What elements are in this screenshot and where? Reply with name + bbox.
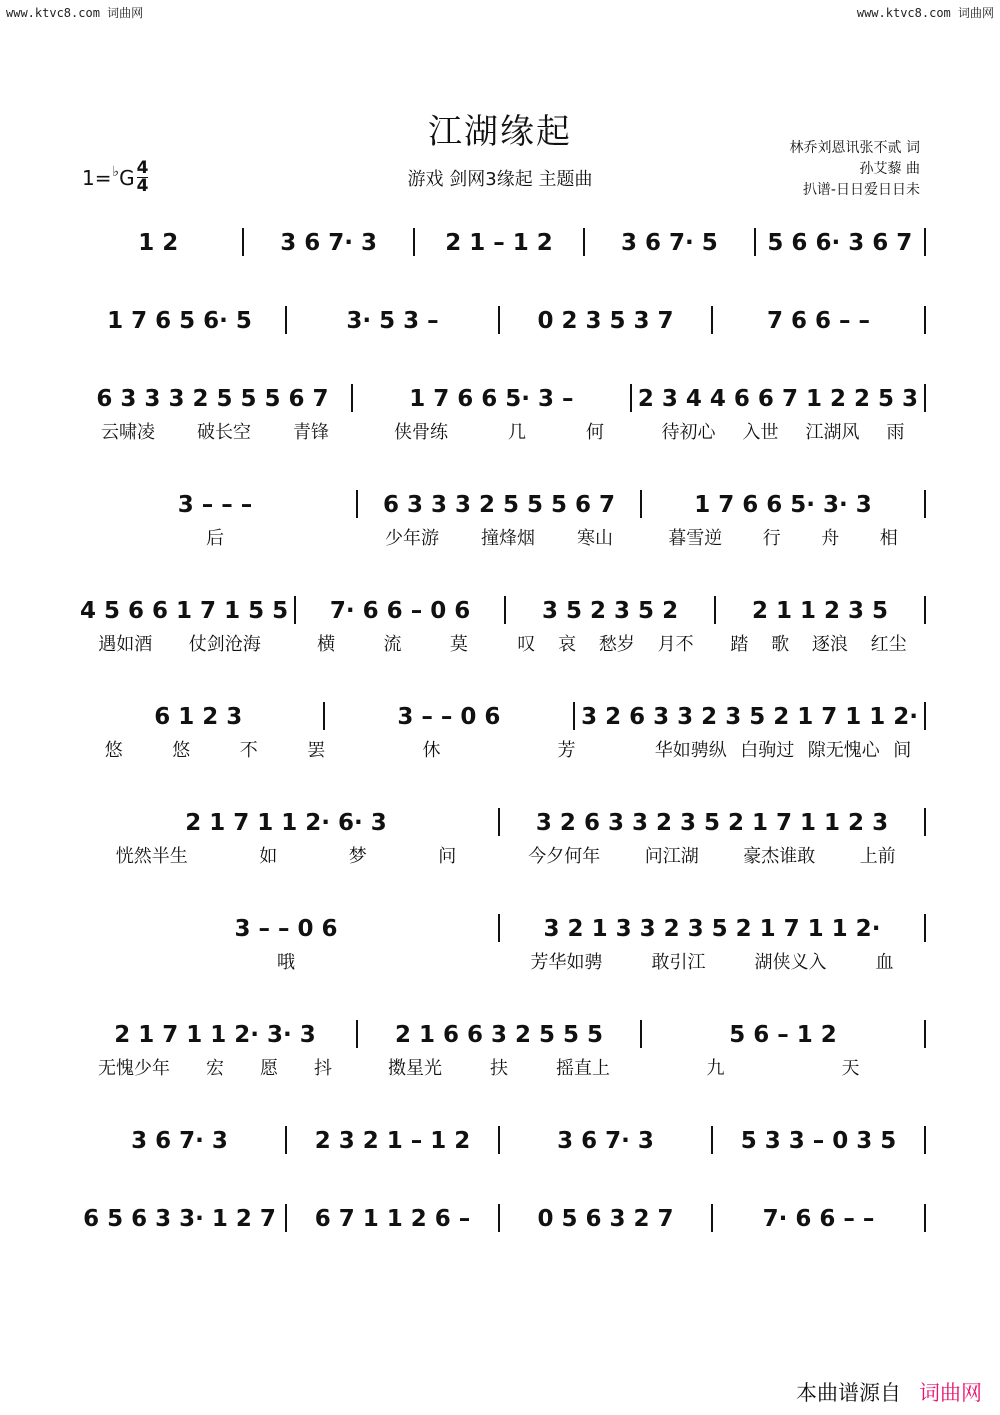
lyric-segment bbox=[500, 842, 924, 866]
measure: 3 6 7· 3 bbox=[280, 230, 377, 256]
lyric-segment bbox=[74, 418, 356, 442]
lyric-word: 隙无愧心 bbox=[807, 740, 880, 761]
score-row bbox=[74, 484, 926, 548]
lyric-word: 抖 bbox=[314, 1058, 332, 1079]
lyric-word: 雨 bbox=[886, 422, 905, 443]
lyrics-line bbox=[74, 842, 926, 866]
score-row bbox=[74, 802, 926, 866]
measure: 5 6 – 1 2 bbox=[729, 1022, 837, 1048]
bar-line bbox=[924, 702, 926, 730]
lyric-word: 芳华如骋 bbox=[530, 952, 603, 973]
score-row bbox=[74, 1198, 926, 1232]
lyric-word: 擞星光 bbox=[388, 1058, 442, 1079]
lyric-word: 暮雪逆 bbox=[668, 528, 723, 549]
lyric-word: 恍然半生 bbox=[115, 846, 188, 867]
lyric-word: 上前 bbox=[859, 846, 896, 867]
credits bbox=[790, 138, 920, 201]
lyric-word: 入世 bbox=[742, 422, 779, 443]
lyric-word: 遇如酒 bbox=[98, 634, 153, 655]
lyric-segment bbox=[74, 736, 356, 760]
measure: 7 6 6 – – bbox=[766, 308, 871, 334]
lyric-word: 哦 bbox=[277, 952, 295, 973]
lyric-segment bbox=[358, 418, 640, 442]
measure: 3 – – – bbox=[177, 492, 253, 518]
lyric-word: 红尘 bbox=[870, 634, 907, 655]
bar-line bbox=[924, 306, 926, 334]
footer-source-site: 词曲网 bbox=[919, 1381, 982, 1405]
lyric-segment bbox=[74, 948, 498, 972]
lyric-word: 叹 bbox=[517, 634, 536, 655]
lyric-word: 哀 bbox=[558, 634, 577, 655]
lyric-word: 梦 bbox=[348, 846, 367, 867]
measure: 3 2 6 3 3 2 3 5 2 1 7 1 1 2 3 bbox=[535, 810, 889, 836]
measure: 5 3 3 – 0 3 5 bbox=[740, 1128, 897, 1154]
lyric-word: 后 bbox=[206, 528, 224, 549]
measure: 1 7 6 6 5· 3· 3 bbox=[694, 492, 872, 518]
lyric-gap bbox=[924, 736, 926, 760]
measure: 3 2 6 3 3 2 3 5 2 1 7 1 1 2· bbox=[581, 704, 919, 730]
lyric-word: 华如骋纵 bbox=[654, 740, 727, 761]
notes-line bbox=[74, 300, 926, 334]
time-signature-top: 4 bbox=[136, 158, 149, 178]
transcriber-credit: 扒谱-日日爱日日未 bbox=[802, 182, 920, 198]
measure: 0 2 3 5 3 7 bbox=[537, 308, 674, 334]
measure: 3· 5 3 – bbox=[346, 308, 439, 334]
lyric-segment bbox=[500, 948, 924, 972]
song-title: 江湖缘起 bbox=[428, 112, 572, 152]
lyric-word: 寒山 bbox=[577, 528, 613, 549]
lyric-gap bbox=[924, 524, 926, 548]
song-subtitle: 游戏 剑网3缘起 主题曲 bbox=[407, 169, 593, 190]
time-signature-bottom: 4 bbox=[136, 176, 149, 196]
lyric-word: 撞烽烟 bbox=[481, 528, 535, 549]
notes-line bbox=[74, 378, 926, 412]
lyric-word: 罢 bbox=[307, 740, 326, 761]
measure: 2 1 6 6 3 2 5 5 5 bbox=[394, 1022, 604, 1048]
lyric-word: 敢引江 bbox=[651, 952, 706, 973]
lyric-word: 流 bbox=[383, 634, 402, 655]
composer-credit: 孙艾藜 曲 bbox=[859, 161, 920, 177]
lyric-word: 摇直上 bbox=[556, 1058, 610, 1079]
lyric-word: 湖侠义入 bbox=[754, 952, 827, 973]
bar-line bbox=[924, 808, 926, 836]
lyric-segment bbox=[358, 736, 640, 760]
score-row bbox=[74, 696, 926, 760]
lyric-word: 青锋 bbox=[293, 422, 329, 443]
measure: 6 1 2 3 bbox=[154, 704, 243, 730]
lyrics-line bbox=[74, 524, 926, 548]
lyric-word: 不 bbox=[239, 740, 258, 761]
notes-line bbox=[74, 1198, 926, 1232]
measure: 2 3 4 4 6 6 7 1 2 2 5 3 bbox=[637, 386, 918, 412]
measure: 3 – – 0 6 bbox=[234, 916, 338, 942]
lyric-segment bbox=[74, 524, 356, 548]
notes-line bbox=[74, 802, 926, 836]
lyric-word: 行 bbox=[762, 528, 781, 549]
lyric-word: 九 bbox=[706, 1058, 725, 1079]
lyric-word: 悠 bbox=[172, 740, 191, 761]
lyric-word: 几 bbox=[508, 422, 526, 443]
measure: 3 6 7· 3 bbox=[131, 1128, 228, 1154]
lyric-word: 相 bbox=[879, 528, 898, 549]
measure: 7· 6 6 – 0 6 bbox=[329, 598, 471, 624]
score-row bbox=[74, 908, 926, 972]
key-prefix: 1= bbox=[82, 165, 112, 190]
lyric-word: 何 bbox=[586, 422, 604, 443]
lyric-word: 江湖风 bbox=[805, 422, 860, 443]
lyric-gap bbox=[924, 948, 926, 972]
measure: 6 7 1 1 2 6 – bbox=[314, 1206, 471, 1232]
lyric-word: 白驹过 bbox=[740, 740, 795, 761]
score-row bbox=[74, 300, 926, 334]
measure: 2 1 – 1 2 bbox=[445, 230, 553, 256]
measure: 6 5 6 3 3· 1 2 7 bbox=[83, 1206, 276, 1232]
lyric-word: 豪杰谁敢 bbox=[743, 846, 816, 867]
lyric-word: 血 bbox=[875, 952, 894, 973]
lyric-segment bbox=[642, 524, 924, 548]
lyric-gap bbox=[924, 418, 926, 442]
lyric-word: 莫 bbox=[449, 634, 468, 655]
measure: 2 1 7 1 1 2· 6· 3 bbox=[185, 810, 387, 836]
lyrics-line bbox=[74, 418, 926, 442]
measure: 3 – – 0 6 bbox=[397, 704, 501, 730]
lyric-word: 天 bbox=[841, 1058, 860, 1079]
measure: 3 2 1 3 3 2 3 5 2 1 7 1 1 2· bbox=[543, 916, 881, 942]
lyrics-line bbox=[74, 948, 926, 972]
lyric-gap bbox=[924, 842, 926, 866]
measure: 6 3 3 3 2 5 5 5 6 7 bbox=[382, 492, 616, 518]
lyric-word: 横 bbox=[317, 634, 336, 655]
lyric-segment bbox=[642, 736, 924, 760]
lyric-word: 歌 bbox=[771, 634, 790, 655]
key-signature bbox=[82, 160, 148, 195]
flat-sign: ♭ bbox=[112, 163, 120, 180]
lyric-word: 宏 bbox=[206, 1058, 224, 1079]
measure: 3 6 7· 3 bbox=[557, 1128, 654, 1154]
lyric-word: 愁岁 bbox=[598, 634, 635, 655]
lyric-word: 间 bbox=[893, 740, 912, 761]
measure: 3 6 7· 5 bbox=[621, 230, 718, 256]
lyricist-credit: 林乔刘恩讯张不贰 词 bbox=[789, 140, 920, 156]
lyric-word: 仗剑沧海 bbox=[188, 634, 261, 655]
lyric-segment bbox=[74, 630, 285, 654]
measure: 4 5 6 6 1 7 1 5 5 bbox=[80, 598, 289, 624]
lyric-segment bbox=[358, 1054, 640, 1078]
site-watermark-left: www.ktvc8.com 词曲网 bbox=[6, 6, 144, 20]
lyrics-line bbox=[74, 1054, 926, 1078]
lyrics-line bbox=[74, 736, 926, 760]
lyric-segment bbox=[642, 1054, 924, 1078]
key-note: G bbox=[119, 165, 135, 190]
lyric-segment bbox=[358, 524, 640, 548]
bar-line bbox=[924, 1126, 926, 1154]
measure: 7· 6 6 – – bbox=[762, 1206, 875, 1232]
lyric-word: 侠骨练 bbox=[394, 422, 448, 443]
lyric-word: 愿 bbox=[260, 1058, 278, 1079]
bar-line bbox=[924, 1204, 926, 1232]
bar-line bbox=[924, 228, 926, 256]
site-watermark-right: www.ktvc8.com 词曲网 bbox=[856, 6, 994, 20]
lyric-segment bbox=[74, 1054, 356, 1078]
notes-line bbox=[74, 590, 926, 624]
lyric-word: 如 bbox=[259, 846, 278, 867]
bar-line bbox=[924, 490, 926, 518]
notes-line bbox=[74, 1120, 926, 1154]
lyric-segment bbox=[74, 842, 498, 866]
measure: 5 6 6· 3 6 7 bbox=[767, 230, 913, 256]
footer-source bbox=[796, 1377, 982, 1407]
bar-line bbox=[924, 914, 926, 942]
measure: 2 3 2 1 – 1 2 bbox=[314, 1128, 471, 1154]
lyric-word: 扶 bbox=[490, 1058, 508, 1079]
score-row bbox=[74, 590, 926, 654]
measure: 1 2 bbox=[138, 230, 179, 256]
lyric-gap bbox=[924, 1054, 926, 1078]
lyric-segment bbox=[713, 630, 924, 654]
bar-line bbox=[924, 596, 926, 624]
score-row bbox=[74, 1120, 926, 1154]
measure: 1 7 6 6 5· 3 – bbox=[409, 386, 574, 412]
measure: 3 5 2 3 5 2 bbox=[542, 598, 679, 624]
lyric-segment bbox=[287, 630, 498, 654]
lyric-segment bbox=[642, 418, 924, 442]
footer-source-label: 本曲谱源自 bbox=[796, 1381, 901, 1405]
lyric-word: 悠 bbox=[104, 740, 123, 761]
lyric-word: 逐浪 bbox=[811, 634, 848, 655]
lyric-word: 休 bbox=[422, 740, 441, 761]
lyric-word: 云啸凌 bbox=[101, 422, 155, 443]
bar-line bbox=[924, 1020, 926, 1048]
score-row bbox=[74, 222, 926, 256]
score-row bbox=[74, 1014, 926, 1078]
notes-line bbox=[74, 484, 926, 518]
notes-line bbox=[74, 222, 926, 256]
lyric-word: 无愧少年 bbox=[98, 1058, 170, 1079]
lyric-word: 破长空 bbox=[197, 422, 251, 443]
notes-line bbox=[74, 1014, 926, 1048]
measure: 6 3 3 3 2 5 5 5 6 7 bbox=[96, 386, 329, 412]
lyric-word: 舟 bbox=[821, 528, 840, 549]
lyric-word: 问江湖 bbox=[644, 846, 699, 867]
lyric-segment bbox=[500, 630, 711, 654]
notes-line bbox=[74, 696, 926, 730]
measure: 0 5 6 3 2 7 bbox=[537, 1206, 674, 1232]
lyric-word: 踏 bbox=[730, 634, 749, 655]
lyrics-line bbox=[74, 630, 926, 654]
notes-line bbox=[74, 908, 926, 942]
lyric-word: 芳 bbox=[557, 740, 576, 761]
lyric-word: 今夕何年 bbox=[528, 846, 601, 867]
time-signature bbox=[137, 160, 149, 195]
measure: 2 1 7 1 1 2· 3· 3 bbox=[114, 1022, 316, 1048]
lyric-word: 月不 bbox=[657, 634, 694, 655]
bar-line bbox=[924, 384, 926, 412]
score-row bbox=[74, 378, 926, 442]
lyric-word: 问 bbox=[438, 846, 457, 867]
lyric-gap bbox=[924, 630, 926, 654]
lyric-word: 少年游 bbox=[385, 528, 439, 549]
measure: 1 7 6 5 6· 5 bbox=[107, 308, 252, 334]
lyric-word: 待初心 bbox=[661, 422, 716, 443]
measure: 2 1 1 2 3 5 bbox=[751, 598, 889, 624]
